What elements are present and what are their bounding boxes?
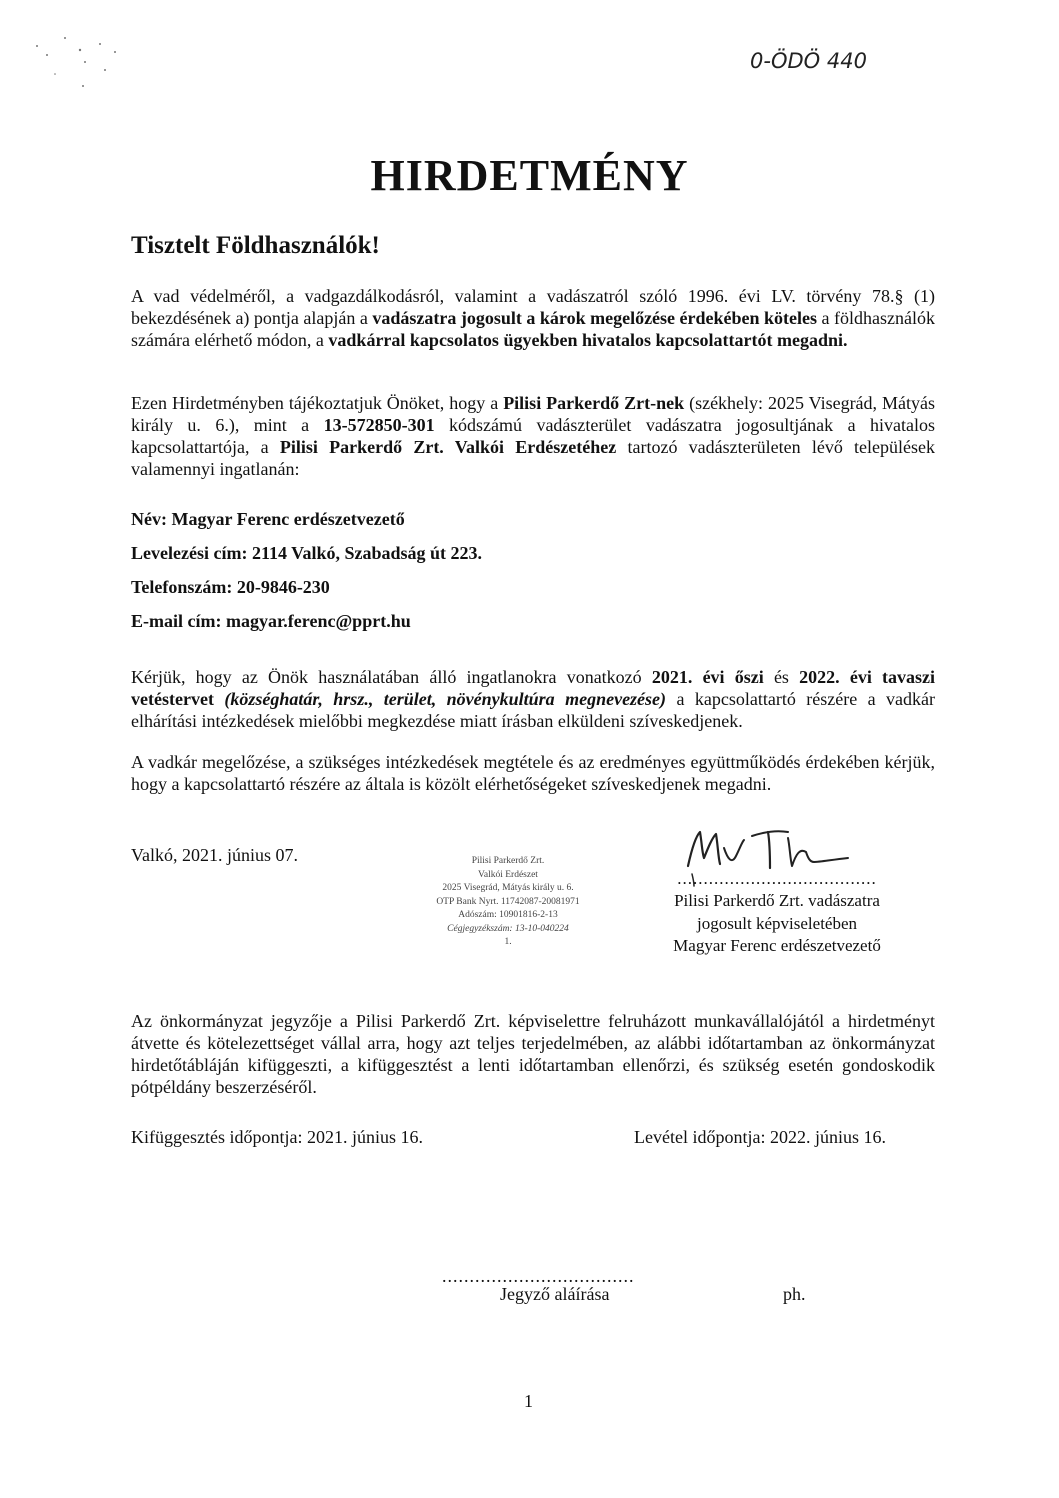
scan-artifact xyxy=(25,30,135,100)
office-stamp: Pilisi Parkerdő Zrt. Valkói Erdészet 2025 Visegrád, Mátyás király u. 6. OTP Bank Nyrt. 11742087-20081971 Adószám: 10901816-2-13 Cégjegyzékszám: 13-10-040224 1. xyxy=(436,856,580,947)
signature-dots: ...................................... xyxy=(677,869,877,888)
paragraph-notary: Az önkormányzat jegyzője a Pilisi Parkerdő Zrt. képviselettre felruházott munkavállalójától a hirdetményt átvette és kötelezettséget vállal arra, hogy azt teljes terjedelmében, az alábbi időtartamban az önkormányzat hirdetőtábláján kifüggeszti, a kifüggesztést a lenti időtartamban ellenőrzi, és szükség esetén gondoskodik pótpéldány beszerzéséről. xyxy=(131,1011,935,1097)
greeting: Tisztelt Földhasználók! xyxy=(131,232,380,259)
signature-caption: Pilisi Parkerdő Zrt. vadászatra jogosult képviseletében Magyar Ferenc erdészetvezető xyxy=(673,891,881,955)
contact-address: Levelezési cím: 2114 Valkó, Szabadság út 223. xyxy=(131,543,483,563)
paragraph-cooperation: A vadkár megelőzése, a szükséges intézkedések megtétele és az eredményes együttműködés érdekében kérjük, hogy a kapcsolattartó részére az általa is közölt elérhetőségeket szíveskedjenek megadni. xyxy=(131,752,935,794)
svg-text:0-ÖDÖ 440: 0-ÖDÖ 440 xyxy=(750,49,867,73)
contact-name: Név: Magyar Ferenc erdészetvezető xyxy=(131,509,405,529)
document-title: HIRDETMÉNY xyxy=(370,151,689,200)
handwritten-reference xyxy=(748,30,898,80)
seal-placeholder: ph. xyxy=(783,1284,806,1304)
notary-signature-line: ................................... xyxy=(442,1266,635,1286)
page-number: 1 xyxy=(524,1391,533,1411)
paragraph-legal-basis: A vad védelméről, a vadgazdálkodásról, valamint a vadászatról szóló 1996. évi LV. törvény 78.§ (1) bekezdésének a) pontja alapján a vadászatra jogosult a károk megelőzése érdekében köteles a földhasználók számára elérhető módon, a vadkárral kapcsolatos ügyekben hivatalos kapcsolattartót megadni. xyxy=(131,286,936,350)
posting-date: Kifüggesztés időpontja: 2021. június 16. xyxy=(131,1127,423,1147)
removal-date: Levétel időpontja: 2022. június 16. xyxy=(634,1127,886,1147)
paragraph-notice: Ezen Hirdetményben tájékoztatjuk Önöket, hogy a Pilisi Parkerdő Zrt-nek (székhely: 2025 Visegrád, Mátyás király u. 6.), mint a 13-572850-301 kódszámú vadászterület vadászatra jogosultjának a hivatalos kapcsolattartója, a Pilisi Parkerdő Zrt. Valkói Erdészetéhez tartozó vadászterületen lévő települések valamennyi ingatlanán: xyxy=(131,393,936,479)
contact-email: E-mail cím: magyar.ferenc@pprt.hu xyxy=(131,611,411,631)
date-place: Valkó, 2021. június 07. xyxy=(131,845,299,865)
notary-signature-label: Jegyző aláírása xyxy=(500,1284,610,1304)
paragraph-request: Kérjük, hogy az Önök használatában álló ingatlanokra vonatkozó 2021. évi őszi és 2022. évi tavaszi vetéstervet (községhatár, hrsz., terület, növénykultúra megnevezése) a kapcsolattartó részére a vadkár elhárítási intézkedések mielőbbi megkezdése miatt írásban elküldeni szíveskedjenek. xyxy=(131,667,936,731)
contact-phone: Telefonszám: 20-9846-230 xyxy=(131,577,330,597)
